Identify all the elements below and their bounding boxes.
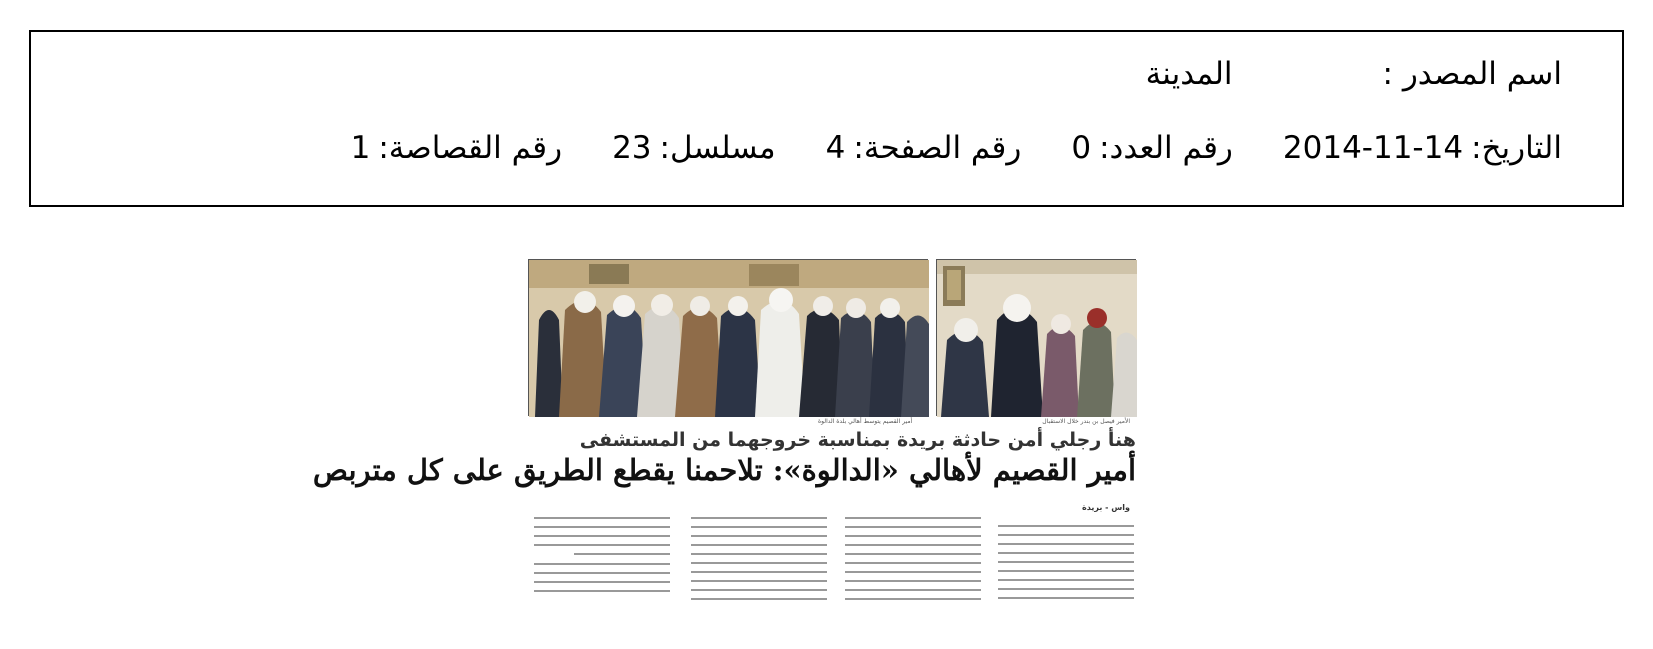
date-field [1283, 128, 1562, 168]
photo-captions [528, 418, 1136, 428]
newspaper-clipping [312, 255, 1136, 649]
issue-label: رقم العدد: [1099, 130, 1233, 166]
serial-label: مسلسل: [659, 130, 776, 166]
source-value: المدينة [1145, 56, 1233, 92]
issue-value: 0 [1071, 130, 1092, 166]
photo-strip [528, 259, 1136, 416]
article-body-columns [528, 517, 1136, 647]
page-label: رقم الصفحة: [853, 130, 1022, 166]
article-byline: واس - بريدة [1082, 503, 1130, 512]
source-value-field [1146, 54, 1233, 94]
handshake-photo-art [937, 260, 1137, 417]
issue-field [1071, 128, 1233, 168]
clip-number-field [351, 128, 562, 168]
article-subheadline: هنأ رجلي أمن حادثة بريدة بمناسبة خروجهما من المستشفى [579, 429, 1136, 451]
page-value: 4 [825, 130, 846, 166]
handshake-photo [936, 259, 1136, 416]
source-label: اسم المصدر : [1382, 56, 1562, 92]
serial-field [612, 128, 776, 168]
date-label: التاريخ: [1471, 130, 1562, 166]
clip-number-label: رقم القصاصة: [378, 130, 563, 166]
clipping-bottom-fade [528, 639, 1136, 647]
article-column-1 [998, 517, 1134, 606]
serial-value: 23 [612, 130, 652, 166]
metadata-line-details [351, 128, 1562, 168]
date-value: 2014-11-14 [1282, 130, 1464, 166]
group-photo [528, 259, 928, 416]
article-column-3 [691, 517, 827, 607]
caption-right: الأمير فيصل بن بندر خلال الاستقبال [1042, 418, 1130, 425]
group-photo-art [529, 260, 929, 417]
clip-number-value: 1 [350, 130, 371, 166]
clipping-metadata-box [29, 30, 1624, 207]
article-headline: أمير القصيم لأهالي «الدالوة»: تلاحمنا يقطع الطريق على كل متربص [312, 453, 1136, 487]
page-field [826, 128, 1022, 168]
metadata-line-source [1146, 54, 1562, 94]
article-column-4 [534, 517, 670, 599]
source-field [1383, 54, 1562, 94]
caption-left: أمير القصيم يتوسط أهالي بلدة الدالوة [818, 418, 913, 425]
article-column-2 [845, 517, 981, 607]
